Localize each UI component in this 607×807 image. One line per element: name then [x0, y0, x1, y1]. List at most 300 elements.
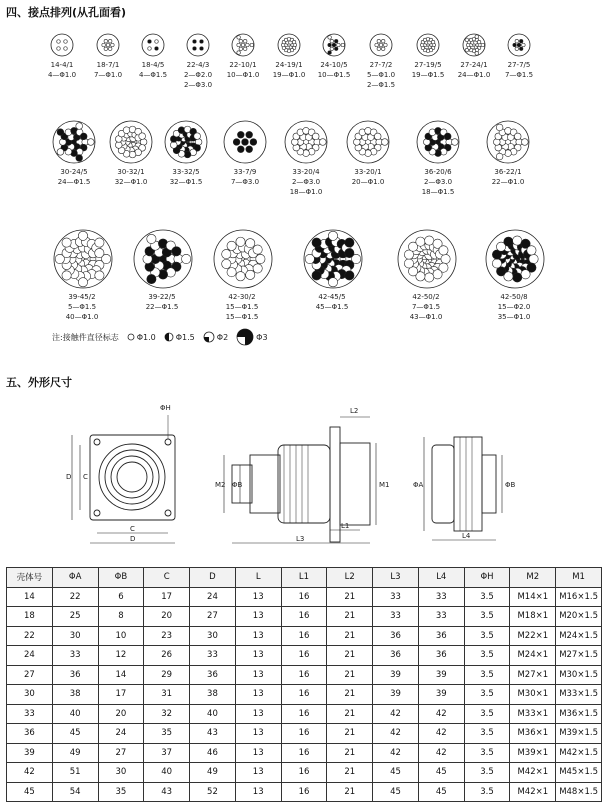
table-cell: 20	[144, 607, 190, 627]
pin-layout-desc: 24—Φ1.5	[57, 178, 91, 186]
table-cell: 36	[7, 724, 53, 744]
connector-face-icon	[212, 228, 274, 290]
pin-layout-item	[156, 119, 216, 187]
table-header-cell: L2	[327, 568, 373, 588]
legend-note: 注:接触件直径标志	[52, 332, 119, 342]
table-cell: 13	[235, 724, 281, 744]
table-cell: 39	[373, 665, 419, 685]
legend-label: Φ1.5	[175, 332, 195, 342]
table-row	[7, 646, 602, 666]
contact-pin	[328, 278, 337, 287]
pin-layout-code: 27-7/2	[369, 61, 393, 69]
table-cell: 21	[327, 704, 373, 724]
table-cell: 42	[373, 704, 419, 724]
contact-pin	[250, 139, 257, 146]
table-cell: 24	[98, 724, 144, 744]
contact-pin	[465, 48, 469, 52]
contact-pin	[222, 249, 231, 258]
pin-layout-code: 33-32/5	[172, 168, 200, 176]
table-cell: 39	[418, 665, 464, 685]
contact-pin	[529, 254, 538, 263]
table-cell: M33×1	[510, 704, 556, 724]
table-cell: 33	[373, 607, 419, 627]
connector-face-icon	[485, 119, 531, 165]
pin-layout-desc: 35—Φ1.0	[497, 313, 531, 321]
pin-layout-code: 24-10/5	[320, 61, 348, 69]
pin-layout-code: 22-4/3	[186, 61, 210, 69]
table-cell: 39	[7, 743, 53, 763]
label-phiH: ΦH	[160, 404, 171, 412]
table-cell: M42×1	[510, 782, 556, 802]
contact-pin	[193, 47, 197, 51]
legend-item-phi3	[236, 328, 267, 346]
table-cell: 6	[98, 587, 144, 607]
pin-layout-desc: 22—Φ1.0	[491, 178, 525, 186]
table-cell: 36	[190, 665, 236, 685]
table-cell: 20	[98, 704, 144, 724]
contact-pin	[451, 139, 458, 146]
contact-pin	[76, 155, 83, 162]
table-cell: 13	[235, 665, 281, 685]
pin-layout-item	[52, 228, 112, 322]
table-cell: 33	[418, 587, 464, 607]
contact-pin	[243, 47, 247, 51]
dimension-drawings	[0, 395, 607, 555]
table-cell: 13	[235, 743, 281, 763]
pin-layout-code: 36-20/6	[424, 168, 452, 176]
contact-pin	[521, 139, 528, 146]
table-cell: 31	[144, 685, 190, 705]
table-cell: M22×1	[510, 626, 556, 646]
pin-layout-code: 33-20/1	[354, 168, 382, 176]
contact-pin	[337, 43, 341, 47]
connector-face-icon	[49, 32, 75, 58]
table-cell: 3.5	[464, 743, 510, 763]
table-cell: 16	[281, 607, 327, 627]
pin-layout-item	[302, 228, 362, 312]
connector-face-icon	[52, 228, 114, 290]
contact-pin	[95, 238, 104, 247]
contact-pin	[328, 36, 332, 40]
quarter-filled-circle-icon	[203, 331, 215, 343]
contact-pin	[475, 52, 479, 56]
contact-pin	[256, 254, 265, 263]
connector-face-icon	[108, 119, 154, 165]
label-D-vertical: D	[66, 473, 72, 481]
contact-pin	[513, 273, 522, 282]
table-cell: 27	[190, 607, 236, 627]
pin-layout-code: 18-4/5	[141, 61, 165, 69]
pin-layout-item	[484, 228, 544, 322]
table-cell: M30×1	[510, 685, 556, 705]
table-row	[7, 763, 602, 783]
table-cell: 3.5	[464, 626, 510, 646]
table-cell: 16	[281, 724, 327, 744]
table-row	[7, 665, 602, 685]
table-cell: 21	[327, 607, 373, 627]
connector-face-icon	[230, 32, 256, 58]
pin-layout-desc: 2—Φ3.0	[291, 178, 321, 186]
connector-face-icon	[222, 119, 268, 165]
contact-pin	[404, 259, 413, 268]
table-cell: 33	[418, 607, 464, 627]
contact-pin	[381, 47, 385, 51]
contact-pin	[345, 238, 354, 247]
contact-pin	[381, 39, 385, 43]
table-cell: 21	[327, 626, 373, 646]
pin-layout-code: 36-22/1	[494, 168, 522, 176]
pin-layout-desc: 19—Φ1.0	[272, 71, 306, 79]
contact-pin	[475, 35, 479, 39]
table-cell: 36	[52, 665, 98, 685]
pin-layout-desc: 18—Φ1.0	[289, 188, 323, 196]
connector-face-icon	[368, 32, 394, 58]
table-cell: 33	[7, 704, 53, 724]
table-header-cell: C	[144, 568, 190, 588]
table-cell: M20×1.5	[556, 607, 602, 627]
table-cell: 13	[235, 704, 281, 724]
contact-pin	[102, 43, 106, 47]
contact-pin	[237, 51, 241, 55]
large-half-circle-icon	[236, 328, 254, 346]
contact-pin	[78, 231, 87, 240]
contact-pin	[184, 151, 191, 158]
table-header-cell: ΦH	[464, 568, 510, 588]
table-cell: 16	[281, 665, 327, 685]
table-cell: 33	[190, 646, 236, 666]
contact-pin	[139, 133, 146, 140]
contact-pin	[233, 139, 240, 146]
contact-pin	[227, 268, 236, 277]
pin-layout-code: 27-7/5	[507, 61, 531, 69]
contact-pin	[246, 131, 253, 138]
contact-pin	[431, 40, 435, 44]
table-cell: M36×1	[510, 724, 556, 744]
table-cell: 18	[7, 607, 53, 627]
pin-layout-code: 27-24/1	[460, 61, 488, 69]
contact-pin	[425, 236, 434, 245]
table-cell: 33	[52, 646, 98, 666]
pin-layout-code: 33-20/4	[292, 168, 320, 176]
table-cell: 42	[373, 724, 419, 744]
table-header-cell: 壳体号	[7, 568, 53, 588]
table-cell: 42	[418, 743, 464, 763]
table-cell: 38	[52, 685, 98, 705]
table-cell: 45	[373, 782, 419, 802]
connector-face-icon	[415, 119, 461, 165]
contact-pin	[477, 40, 481, 44]
table-cell: 49	[190, 763, 236, 783]
pin-layout-desc: 32—Φ1.5	[169, 178, 203, 186]
connector-face-icon	[415, 32, 441, 58]
table-cell: 29	[144, 665, 190, 685]
table-header-cell: M1	[556, 568, 602, 588]
pin-layout-desc: 22—Φ1.5	[145, 303, 179, 311]
pin-layout-item	[276, 119, 336, 197]
table-cell: 36	[418, 646, 464, 666]
table-cell: M24×1.5	[556, 626, 602, 646]
contact-pin	[64, 40, 68, 44]
contact-pin	[521, 270, 530, 279]
table-cell: 3.5	[464, 587, 510, 607]
table-cell: 38	[190, 685, 236, 705]
pin-layout-desc: 4—Φ1.5	[138, 71, 168, 79]
connector-face-icon	[396, 228, 458, 290]
label-phiB-side: ΦB	[232, 481, 243, 489]
contact-pin	[170, 142, 177, 149]
contact-pin	[246, 146, 253, 153]
connector-face-icon	[140, 32, 166, 58]
pin-layout-code: 22-10/1	[229, 61, 257, 69]
contact-pin	[441, 254, 450, 263]
pin-layout-item	[212, 228, 272, 322]
contact-pin	[148, 40, 152, 44]
pin-layout-code: 14-4/1	[50, 61, 74, 69]
table-cell: 16	[281, 704, 327, 724]
table-cell: 16	[281, 587, 327, 607]
pin-section-title: 四、接点排列(从孔面看)	[6, 6, 127, 19]
contact-pin	[504, 237, 513, 246]
table-cell: 21	[327, 685, 373, 705]
pin-layout-code: 18-7/1	[96, 61, 120, 69]
contact-pin	[522, 43, 526, 47]
pin-layout-item	[132, 228, 192, 312]
table-cell: 3.5	[464, 763, 510, 783]
table-row	[7, 743, 602, 763]
contact-pin	[517, 43, 521, 47]
contact-pin	[236, 237, 245, 246]
contact-size-legend	[52, 328, 268, 346]
contact-pin	[375, 43, 379, 47]
table-cell: 24	[190, 587, 236, 607]
table-cell: M27×1	[510, 665, 556, 685]
table-cell: 13	[235, 626, 281, 646]
legend-label: Φ2	[216, 332, 229, 342]
half-filled-circle-icon	[164, 332, 174, 342]
pin-layout-desc: 15—Φ1.5	[225, 313, 259, 321]
pin-layout-item	[101, 119, 161, 187]
table-header-cell: L	[235, 568, 281, 588]
table-row	[7, 704, 602, 724]
contact-pin	[147, 274, 156, 283]
table-cell: M42×1.5	[556, 743, 602, 763]
outline-drawings	[0, 395, 607, 555]
table-cell: 33	[373, 587, 419, 607]
pin-layout-desc: 4—Φ1.0	[47, 71, 77, 79]
contact-pin	[172, 247, 181, 256]
table-cell: 16	[281, 763, 327, 783]
table-cell: M33×1.5	[556, 685, 602, 705]
connector-face-icon	[276, 32, 302, 58]
table-cell: M30×1.5	[556, 665, 602, 685]
contact-pin	[155, 40, 159, 44]
contact-pin	[237, 131, 244, 138]
contact-pin	[352, 254, 361, 263]
pin-layout-code: 42-30/2	[228, 293, 256, 301]
contact-pin	[312, 238, 321, 247]
pin-layout-desc: 32—Φ1.0	[114, 178, 148, 186]
contact-pin	[236, 272, 245, 281]
contact-pin	[439, 246, 448, 255]
contact-pin	[108, 47, 112, 51]
pin-layout-desc: 7—Φ3.0	[230, 178, 260, 186]
label-C-vertical: C	[83, 473, 88, 481]
pin-layout-desc: 5—Φ1.5	[67, 303, 97, 311]
contact-pin	[148, 47, 152, 51]
label-L4: L4	[462, 532, 471, 540]
table-cell: 23	[144, 626, 190, 646]
table-header-cell: M2	[510, 568, 556, 588]
connector-face-icon	[345, 119, 391, 165]
table-cell: 36	[373, 646, 419, 666]
contact-pin	[57, 149, 64, 156]
contact-pin	[519, 39, 523, 43]
contact-pin	[200, 47, 204, 51]
table-row	[7, 607, 602, 627]
table-cell: 45	[7, 782, 53, 802]
pin-layout-grid	[0, 20, 607, 350]
contact-pin	[111, 43, 115, 47]
contact-pin	[305, 254, 314, 263]
pin-layout-desc: 15—Φ1.5	[225, 303, 259, 311]
contact-pin	[62, 238, 71, 247]
table-cell: 13	[235, 782, 281, 802]
table-cell: 3.5	[464, 704, 510, 724]
pin-layout-desc: 40—Φ1.0	[65, 313, 99, 321]
connector-face-icon	[283, 119, 329, 165]
contact-pin	[319, 139, 326, 146]
table-cell: 13	[235, 587, 281, 607]
table-cell: M48×1.5	[556, 782, 602, 802]
contact-pin	[147, 234, 156, 243]
pin-layout-desc: 24—Φ1.0	[457, 71, 491, 79]
table-cell: 3.5	[464, 685, 510, 705]
right-view	[424, 437, 502, 540]
contact-pin	[115, 142, 122, 149]
pin-layout-desc: 7—Φ1.5	[411, 303, 441, 311]
table-cell: 52	[190, 782, 236, 802]
table-cell: 3.5	[464, 646, 510, 666]
label-L3: L3	[296, 535, 305, 543]
table-cell: 51	[52, 763, 98, 783]
contact-pin	[227, 241, 236, 250]
pin-layout-item	[408, 119, 468, 197]
table-cell: 14	[7, 587, 53, 607]
contact-pin	[246, 270, 255, 279]
pin-layout-code: 30-24/5	[60, 168, 88, 176]
table-cell: 13	[235, 763, 281, 783]
legend-label: Φ3	[256, 332, 268, 342]
contact-pin	[200, 40, 204, 44]
label-phiA: ΦA	[413, 481, 424, 489]
contact-pin	[328, 231, 337, 240]
legend-label: Φ1.0	[136, 332, 156, 342]
contact-pin	[513, 43, 517, 47]
contact-pin	[62, 271, 71, 280]
table-cell: M18×1	[510, 607, 556, 627]
table-cell: 21	[327, 646, 373, 666]
table-header-cell: D	[190, 568, 236, 588]
pin-layout-desc: 15—Φ2.0	[497, 303, 531, 311]
table-cell: 17	[98, 685, 144, 705]
table-cell: 21	[327, 743, 373, 763]
contact-pin	[182, 254, 191, 263]
contact-pin	[57, 47, 61, 51]
table-row	[7, 626, 602, 646]
table-cell: 13	[235, 685, 281, 705]
pin-layout-desc: 7—Φ1.5	[504, 71, 534, 79]
table-cell: 21	[327, 587, 373, 607]
table-row	[7, 724, 602, 744]
connector-face-icon	[461, 32, 487, 58]
contact-pin	[155, 47, 159, 51]
table-cell: 35	[98, 782, 144, 802]
table-cell: M39×1.5	[556, 724, 602, 744]
pin-layout-desc: 10—Φ1.5	[317, 71, 351, 79]
table-cell: 27	[98, 743, 144, 763]
contact-pin	[341, 43, 345, 47]
pin-layout-code: 24-19/1	[275, 61, 303, 69]
pin-layout-desc: 5—Φ1.0	[366, 71, 396, 79]
table-cell: 25	[52, 607, 98, 627]
contact-pin	[55, 254, 64, 263]
table-row	[7, 782, 602, 802]
contact-pin	[292, 40, 296, 44]
table-cell: 16	[281, 685, 327, 705]
contact-pin	[104, 39, 108, 43]
contact-pin	[444, 133, 451, 140]
contact-pin	[377, 39, 381, 43]
dimension-section-title: 五、外形尺寸	[6, 376, 72, 389]
contact-pin	[129, 151, 136, 158]
label-L1: L1	[341, 522, 350, 530]
contact-pin	[492, 259, 501, 268]
pin-layout-desc: 20—Φ1.0	[351, 178, 385, 186]
connector-face-icon	[95, 32, 121, 58]
table-cell: 42	[373, 743, 419, 763]
pin-layout-desc: 19—Φ1.5	[411, 71, 445, 79]
table-cell: 30	[52, 626, 98, 646]
contact-pin	[106, 43, 110, 47]
table-cell: 21	[327, 724, 373, 744]
table-cell: 32	[144, 704, 190, 724]
table-cell: 43	[144, 782, 190, 802]
pin-layout-code: 33-7/9	[233, 168, 257, 176]
pin-layout-desc: 2—Φ3.0	[423, 178, 453, 186]
pin-layout-code: 27-19/5	[414, 61, 442, 69]
table-cell: M36×1.5	[556, 704, 602, 724]
connector-face-icon	[506, 32, 532, 58]
contact-pin	[64, 47, 68, 51]
table-cell: 54	[52, 782, 98, 802]
contact-pin	[381, 139, 388, 146]
contact-pin	[246, 43, 250, 47]
pin-layout-code: 42-50/8	[500, 293, 528, 301]
contact-pin	[95, 271, 104, 280]
contact-pin	[242, 139, 249, 146]
table-cell: 13	[235, 646, 281, 666]
table-cell: 16	[281, 646, 327, 666]
pin-layout-item	[478, 119, 538, 187]
contact-pin	[250, 43, 254, 47]
contact-pin	[312, 271, 321, 280]
table-cell: 10	[98, 626, 144, 646]
table-cell: 21	[327, 665, 373, 685]
contact-pin	[253, 245, 262, 254]
table-cell: 37	[144, 743, 190, 763]
connector-face-icon	[321, 32, 347, 58]
connector-face-icon	[302, 228, 364, 290]
